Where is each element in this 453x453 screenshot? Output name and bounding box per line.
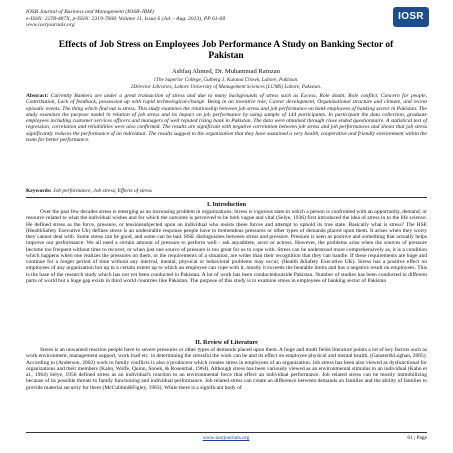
abstract-text: Currently Bankers are under a great transaction of stress and due to many backgrounds of stress such as Excess, Role doubt, Role conflict, Concern for people, Contribution, Lack of feedback, possession up with rapid technological-change. Being in an inventive role, Career development, Organizational structure and climate, and recent episodic events. The thing which find out is stress. This study examines the relationship between job stress and job performance on bank employees of banking sector in Pakistan. The study examines the purpose model in relation of job stress and its impact on job performance by using sample of 144 participants. In participant the data collection, graduate employees including customer services officers and managers of well reputed rising bank in Pakistan. The data were obtained through close ended questionnaire. A statistical test of regression, correlation and reliabilities were also confirmed. The results are significant with negative correlation between job stress and job performances and shows that job stress significantly reduces the performance of an individual. The results suggest to the organization that they have sustained a very health, cooperative and friendly environment within the team for better performance.: [26, 93, 427, 143]
keywords: [26, 188, 427, 194]
abstract: [26, 93, 427, 143]
section-text-literature-review: Stress is an unwanted reaction people have to severe pressures or other types of demands placed upon them. A huge and multi fields literature points a lot of key factors such as work environment, management support, work load etc. in determining the stressful the work can be and its effect on employee physical and mental health, (Ganster&Loghan, 2005). According to (Anderson, 2002) work to family conflicts is also a produceor which creates stress in employees of an organization. Job stress has been also viewed as dysfunctional for organizations and their members (Kahn, Wolfe, Quinn, Snoek, & Rosenthal, 1964). Although stress has been variously viewed as an environmental stimulus to an individual (Kahn et al., 1964) Selye, 1956 defined stress as an individual's reaction to an environmental force that effect an individual performance. Job related stress can be mostly immobilizing because of its possible threats to family functioning and individual performance. Job related stress can create an difference between demands on families and the ability of families to provide material security for them (McCubbin&Figley, 1983). While there is a significant body of: [26, 347, 427, 391]
section-heading-introduction: I. Introduction: [206, 201, 247, 208]
journal-issn: e-ISSN: 2278-487X, p-ISSN: 2319-7668. Volume 11, Issue 6 (Jul. - Aug. 2013), PP 61-68: [26, 15, 226, 22]
keywords-text: Job performance, Job stress, Effects of stress: [53, 188, 152, 194]
footer-rule: [26, 432, 427, 433]
keywords-label: Keywords:: [26, 188, 52, 194]
divider-rule: [26, 197, 427, 198]
affiliation-1: 1The Superior College, Gulberg 3, Kalama Chowk, Lahore, Pakistan.: [153, 77, 299, 83]
paper-title: Effects of Job Stress on Employees Job Performance A Study on Banking Sector of Pakistan: [58, 40, 394, 61]
section-heading-literature-review: II. Review of Literature: [195, 339, 258, 346]
journal-url[interactable]: www.iosrjournals.org: [26, 22, 75, 29]
journal-logo: IOSR: [393, 7, 429, 27]
affiliation-2: 2Director Libraries, Lahore University of Management Sciences (LUMS) Lahore, Pakistan.: [130, 84, 322, 90]
abstract-label: Abstract:: [26, 93, 49, 99]
paper-authors: Ashfaq Ahmed, Dr. Muhammad Ramzan: [171, 68, 281, 75]
journal-name: IOSR Journal of Business and Management (IOSR-JBM): [26, 9, 154, 15]
section-text-introduction: Over the past few decades stress is emerging as an increasing problem in organizations. Stress is vigorous state in which a person is confronted with an opportunity, demand, or resource related to what the individual wishes and for which the outcome is perceived to be both vague and vital (Selye, 1936) first introduced the idea of stress in to the life science. He defined stress as the force, pressure, or tensionsubjected upon an individual who resists these forces and attempt to uphold its true state. Basically what is stress? The HSE (HealthSafety Executive Uk) defines stress is an undesirable response people have to tremendous pressures or other types of demands placed upon them. It arises when they worry they cannot deal with. Some stress can be good, and some can be bad. HSE distinguishes between stress and pressure. Pressure is seen as positive and something that actually helps improve our performance. We all need a certain amount of pressure to perform well - ask anyathlete, actor or actress. However, the problems arise when the sources of pressure become too frequent without time to recover, or when just one source of pressure is too great for us to cope with. Stress can be understood more comprehensively as, it is a condition which happens when one realizes the pressures on them, or the requirements of a situation, are wider than their recognition that they can handle. If these requirements are huge and continue for a longer period of time without any interval, mental, physical or behavioral problems may occur, (Health &Safety Executive UK). Stress has a positive effect on employees of any organization but up to a certain extent up to which an employee can cope with it, mostly it exceeds the bearable limits and has a negative result on employees. This is the base of the research study which has not yet been conducted in Pakistan. A lot of work has been conductedoutside Pakistan. Number of studies has been conducted in different parts of world but a huge gap exists in third world countries like Pakistan. The purpose of this study is to examine stress in employees of banking sector of Pakistan: [26, 209, 427, 284]
footer-url[interactable]: www.iosrjournals.org: [202, 435, 250, 441]
journal-header: [26, 9, 426, 29]
footer-page-number: 61 | Page: [407, 435, 427, 441]
